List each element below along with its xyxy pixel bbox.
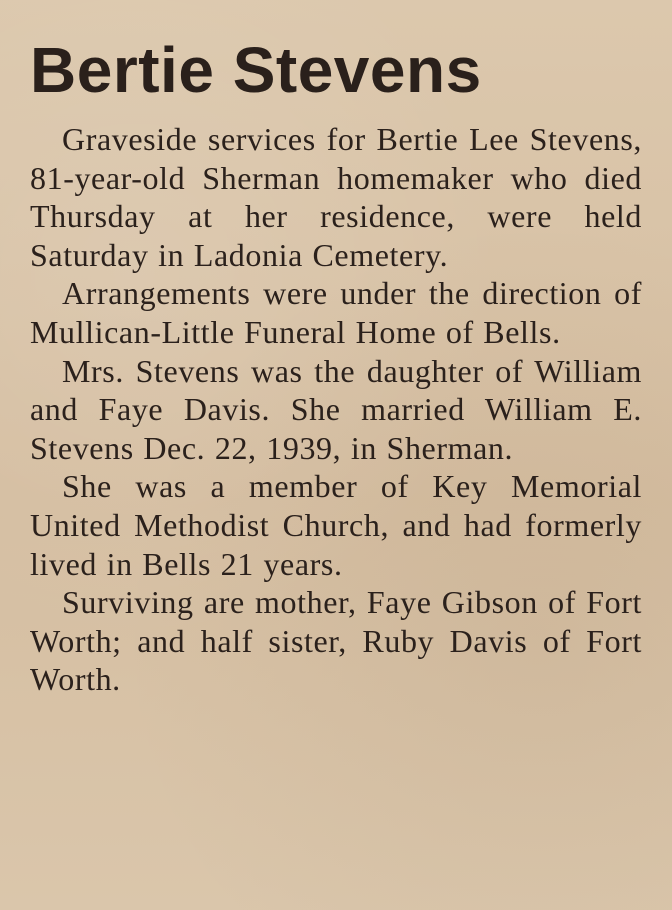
paragraph-services: Graveside services for Bertie Lee Stevens, 81-year-old Sherman homemaker who died Thursday at her residence, were held Saturday in Ladonia Cemetery. xyxy=(30,121,642,273)
obituary-headline: Bertie Stevens xyxy=(30,34,482,106)
paragraph-arrangements: Arrangements were under the direction of Mullican-Little Funeral Home of Bells. xyxy=(30,275,642,350)
paragraph-survivors: Surviving are mother, Faye Gibson of Fort Worth; and half sister, Ruby Davis of Fort Worth. xyxy=(30,584,642,698)
paragraph-church: She was a member of Key Memorial United Methodist Church, and had formerly lived in Bells 21 years. xyxy=(30,468,642,582)
paragraph-family: Mrs. Stevens was the daughter of William and Faye Davis. She married William E. Stevens Dec. 22, 1939, in Sherman. xyxy=(30,352,642,466)
obituary-body xyxy=(30,120,642,699)
